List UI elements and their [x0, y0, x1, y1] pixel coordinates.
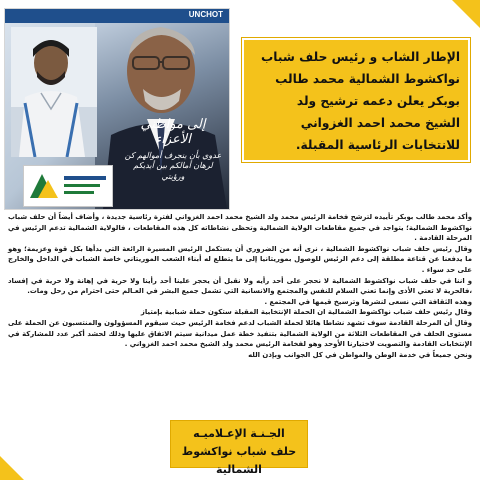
headline-box — [242, 38, 470, 162]
campaign-slogan — [123, 117, 223, 182]
article-body — [8, 212, 472, 360]
body-paragraph: و اننا في حلف شباب نواكشوط الشمالية لا نحجر على أحد رأيه ولا نقبل أن يحجر علينا أحد رأينا ولا حرية في إهانة ولا حرية في إفساد ،فالحرية لا تعني الأذى وإنما تعني السلام للنفس والمجتمع والانسانية التي تشمل جميع البشر في العـالم حتى احترام من رحل ومات. — [8, 276, 472, 296]
slogan-headline: إلى مواطني الأعزاء — [140, 117, 206, 147]
headline-line: الإطار الشاب و رئيس حلف شباب — [261, 50, 460, 64]
headline-line: الشيخ محمد احمد الغزواني — [300, 116, 460, 130]
headline-line: بوبكر يعلن دعمه ترشيح ولد — [296, 94, 460, 108]
body-paragraph: وقال أن المرحلة القادمة سوف تشهد نشاطا هائلا لحملة الشباب لدعم فخامة الرئيس حيث سيقوم المسؤولون والمنتسبون عن الحملة على مستوى الحلف في المقاطعات الثلاثة من الولاية الشمالية بتنفيذ خطة عمل ميدانية سيتم الاتفاق عليها وذلك لحشد أكبر عدد للمشاركة في الإنتخابات القادمة والتصويت لاختيارنا الأوحد وهو لفخامة الرئيس محمد ولد الشيخ محمد احمد الغزواني . — [8, 318, 472, 349]
body-paragraph: وهذه الثقافة التي نسعى لنشرها وترسيخ قيمها في المجتمع . — [264, 297, 472, 306]
signature-committee: الجـنـة الإعـلاميـه — [193, 427, 285, 440]
body-paragraph: وقال رئيس حلف شباب نواكشوط الشمالية ، نرى أنه من الضروري أن يستكمل الرئيس المسيرة الرائعة التي بدأها بكل قوة وعزيمة؛ وهو ما يدفعنا عن قناعة مطلقة إلى دعم الرئيس للوصول بموريتانيا إلى ما يتطلع له أبناء الشعب الموريتاني خاصة الشباب في الداخل والخارج على حد سواء . — [8, 244, 472, 274]
slogan-subtext: عدوي بأن ينجرف أموالهم كن لرهان أمالكم بين أيديكم ورؤيتي — [124, 151, 222, 181]
headline-line: نواكشوط الشمالية محمد طالب — [275, 72, 460, 86]
signature-box — [170, 420, 308, 476]
signature-organization: حلف شباب نواكشوط الشمالية — [181, 445, 297, 476]
headline-line: للانتخابات الرئاسية المقبلة. — [295, 138, 460, 152]
body-paragraph: وأكد محمد طالب بوبكر تأييده لترشح فخامة الرئيس محمد ولد الشيخ محمد احمد الغزواني لفترة رئاسية جديدة ، وأضاف أيضاً أن حلف شباب نواكشوط الشمالية؛ يتواجد في جميع مقاطعات الولاية الشمالية وتحظى نشاطاته كل هذه المقاطعات ، فالولاية الشمالية تدعم الرئيس في المرحلة القادمة . — [8, 213, 472, 243]
body-paragraph: وقال رئيس حلف شباب نواكشوط الشمالية ان الحملة الإنتخابية المقبلة ستكون حملة شبابية بإمتياز — [140, 308, 472, 317]
organization-logo — [23, 165, 113, 207]
banner-strip-text: UNCHOT — [188, 10, 223, 19]
body-paragraph: ونحن جميعاً في خدمة الوطن والمواطن في كل الجوانب وبإذن الله — [248, 350, 472, 359]
photo-collage — [4, 8, 230, 210]
corner-decoration-bottom-left — [0, 456, 24, 480]
corner-decoration-top-right — [452, 0, 480, 28]
young-man-photo — [11, 27, 97, 157]
